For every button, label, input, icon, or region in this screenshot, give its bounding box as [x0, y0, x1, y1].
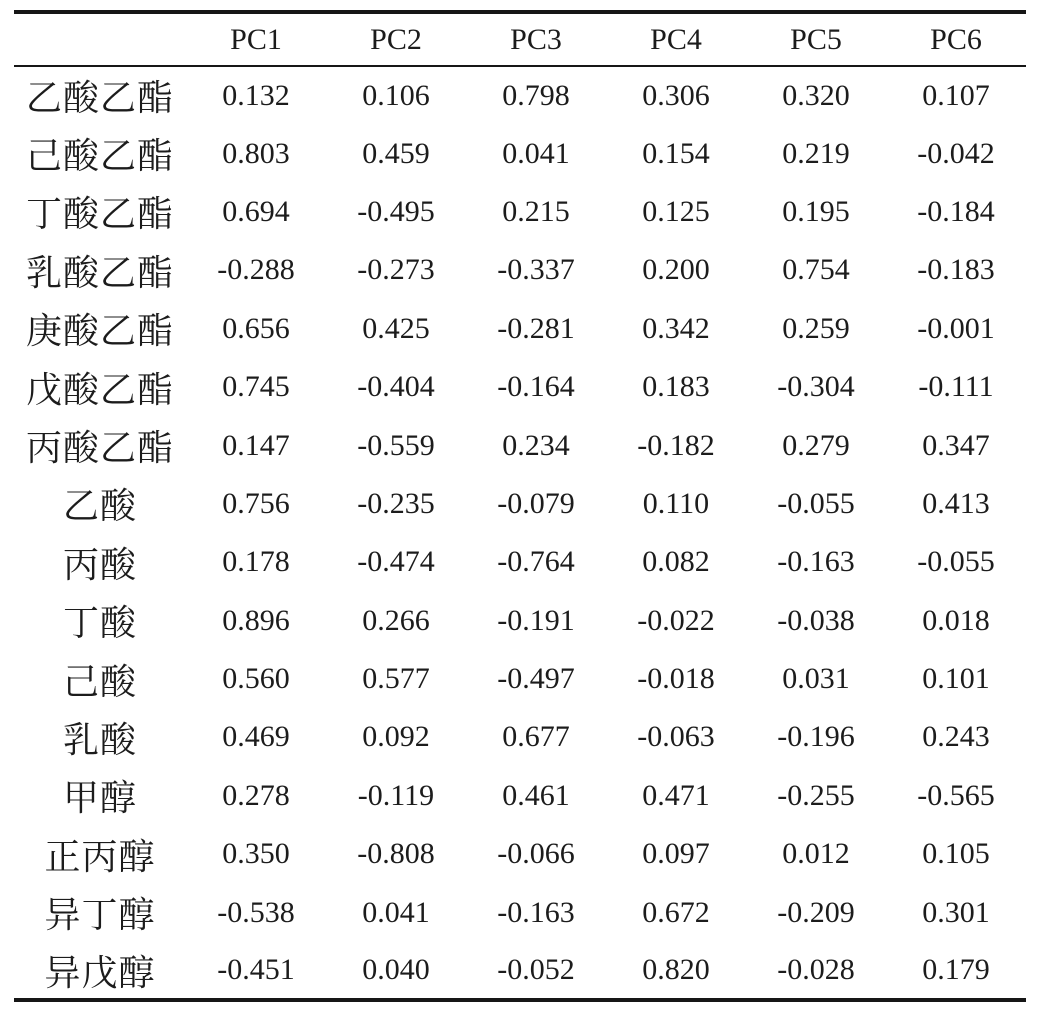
compound-name-cell: 己酸乙酯: [25, 136, 174, 177]
table-row: [14, 825, 1026, 883]
table-row: [14, 183, 1026, 241]
table-row: [14, 416, 1026, 474]
value-cell: -0.404: [357, 370, 435, 404]
value-cell: -0.001: [917, 311, 995, 345]
compound-name-cell: 甲醇: [62, 778, 137, 819]
value-cell: 0.279: [782, 428, 850, 462]
table-row: [14, 767, 1026, 825]
value-cell: 0.097: [642, 837, 710, 871]
value-cell: -0.565: [917, 778, 995, 812]
value-cell: 0.215: [502, 194, 570, 228]
value-cell: -0.184: [917, 194, 995, 228]
value-cell: 0.041: [362, 895, 430, 929]
column-header-pc4: PC4: [650, 22, 702, 56]
value-cell: -0.055: [917, 545, 995, 579]
value-cell: -0.163: [777, 545, 855, 579]
value-cell: -0.038: [777, 603, 855, 637]
value-cell: -0.164: [497, 370, 575, 404]
value-cell: -0.495: [357, 194, 435, 228]
value-cell: 0.041: [502, 136, 570, 170]
table-row: [14, 592, 1026, 650]
compound-name-cell: 异丁醇: [44, 895, 156, 936]
compound-name-cell: 丁酸: [62, 603, 137, 644]
value-cell: 0.342: [642, 311, 710, 345]
value-cell: -0.474: [357, 545, 435, 579]
value-cell: 0.012: [782, 837, 850, 871]
value-cell: 0.754: [782, 253, 850, 287]
value-cell: 0.106: [362, 78, 430, 112]
value-cell: 0.425: [362, 311, 430, 345]
table-row: [14, 533, 1026, 591]
value-cell: 0.798: [502, 78, 570, 112]
table-row: [14, 650, 1026, 708]
table-row: [14, 66, 1026, 124]
table-row: [14, 300, 1026, 358]
column-header-pc3: PC3: [510, 22, 562, 56]
value-cell: -0.538: [217, 895, 295, 929]
table-row: [14, 475, 1026, 533]
value-cell: -0.497: [497, 662, 575, 696]
value-cell: -0.052: [497, 953, 575, 987]
value-cell: 0.803: [222, 136, 290, 170]
table-row: [14, 241, 1026, 299]
value-cell: -0.111: [918, 370, 994, 404]
value-cell: 0.320: [782, 78, 850, 112]
value-cell: 0.092: [362, 720, 430, 754]
compound-name-cell: 丙酸: [62, 544, 137, 585]
value-cell: 0.183: [642, 370, 710, 404]
value-cell: -0.273: [357, 253, 435, 287]
value-cell: 0.677: [502, 720, 570, 754]
value-cell: 0.306: [642, 78, 710, 112]
value-cell: 0.195: [782, 194, 850, 228]
value-cell: 0.018: [922, 603, 990, 637]
value-cell: -0.042: [917, 136, 995, 170]
header-row: [14, 12, 1026, 66]
value-cell: -0.066: [497, 837, 575, 871]
compound-name-cell: 正丙醇: [44, 836, 156, 877]
compound-name-cell: 乳酸乙酯: [25, 252, 174, 293]
value-cell: 0.347: [922, 428, 990, 462]
value-cell: 0.178: [222, 545, 290, 579]
value-cell: 0.745: [222, 370, 290, 404]
value-cell: -0.235: [357, 486, 435, 520]
column-header-pc1: PC1: [230, 22, 282, 56]
value-cell: 0.278: [222, 778, 290, 812]
value-cell: 0.040: [362, 953, 430, 987]
value-cell: -0.209: [777, 895, 855, 929]
value-cell: -0.304: [777, 370, 855, 404]
value-cell: -0.063: [637, 720, 715, 754]
value-cell: 0.147: [222, 428, 290, 462]
compound-name-cell: 庚酸乙酯: [25, 311, 174, 352]
value-cell: 0.105: [922, 837, 990, 871]
value-cell: 0.694: [222, 194, 290, 228]
value-cell: 0.259: [782, 311, 850, 345]
value-cell: 0.461: [502, 778, 570, 812]
value-cell: 0.200: [642, 253, 710, 287]
value-cell: -0.288: [217, 253, 295, 287]
value-cell: -0.022: [637, 603, 715, 637]
value-cell: -0.018: [637, 662, 715, 696]
value-cell: 0.154: [642, 136, 710, 170]
value-cell: 0.219: [782, 136, 850, 170]
column-header-pc2: PC2: [370, 22, 422, 56]
value-cell: 0.350: [222, 837, 290, 871]
value-cell: -0.028: [777, 953, 855, 987]
value-cell: 0.101: [922, 662, 990, 696]
value-cell: -0.055: [777, 486, 855, 520]
value-cell: 0.459: [362, 136, 430, 170]
value-cell: 0.471: [642, 778, 710, 812]
value-cell: 0.560: [222, 662, 290, 696]
value-cell: -0.079: [497, 486, 575, 520]
value-cell: 0.243: [922, 720, 990, 754]
value-cell: -0.337: [497, 253, 575, 287]
compound-name-cell: 丁酸乙酯: [25, 194, 174, 235]
column-header-pc5: PC5: [790, 22, 842, 56]
value-cell: 0.756: [222, 486, 290, 520]
pca-loadings-table: [14, 10, 1026, 1002]
value-cell: 0.234: [502, 428, 570, 462]
compound-name-cell: 异戊醇: [44, 952, 156, 993]
value-cell: 0.125: [642, 194, 710, 228]
value-cell: -0.451: [217, 953, 295, 987]
table-row: [14, 358, 1026, 416]
row-label-column-header: [14, 12, 186, 66]
value-cell: 0.179: [922, 953, 990, 987]
value-cell: -0.182: [637, 428, 715, 462]
table-row: [14, 883, 1026, 941]
compound-name-cell: 乙酸: [62, 486, 137, 527]
table-row: [14, 942, 1026, 1000]
value-cell: 0.110: [642, 486, 710, 520]
value-cell: -0.281: [497, 311, 575, 345]
table-header: [14, 12, 1026, 66]
value-cell: 0.577: [362, 662, 430, 696]
value-cell: 0.672: [642, 895, 710, 929]
table-row: [14, 708, 1026, 766]
value-cell: 0.896: [222, 603, 290, 637]
table-row: [14, 124, 1026, 182]
value-cell: -0.163: [497, 895, 575, 929]
table-body: [14, 66, 1026, 1000]
value-cell: 0.820: [642, 953, 710, 987]
value-cell: 0.107: [922, 78, 990, 112]
value-cell: 0.301: [922, 895, 990, 929]
value-cell: 0.132: [222, 78, 290, 112]
compound-name-cell: 丙酸乙酯: [25, 428, 174, 469]
value-cell: 0.031: [782, 662, 850, 696]
value-cell: 0.469: [222, 720, 290, 754]
value-cell: 0.082: [642, 545, 710, 579]
value-cell: 0.413: [922, 486, 990, 520]
value-cell: 0.266: [362, 603, 430, 637]
value-cell: -0.191: [497, 603, 575, 637]
compound-name-cell: 乙酸乙酯: [25, 78, 174, 119]
compound-name-cell: 己酸: [62, 661, 137, 702]
value-cell: -0.183: [917, 253, 995, 287]
value-cell: -0.255: [777, 778, 855, 812]
compound-name-cell: 乳酸: [62, 719, 137, 760]
value-cell: -0.196: [777, 720, 855, 754]
value-cell: -0.764: [497, 545, 575, 579]
column-header-pc6: PC6: [930, 22, 982, 56]
value-cell: -0.808: [357, 837, 435, 871]
value-cell: 0.656: [222, 311, 290, 345]
value-cell: -0.119: [357, 778, 435, 812]
compound-name-cell: 戊酸乙酯: [25, 369, 174, 410]
value-cell: -0.559: [357, 428, 435, 462]
